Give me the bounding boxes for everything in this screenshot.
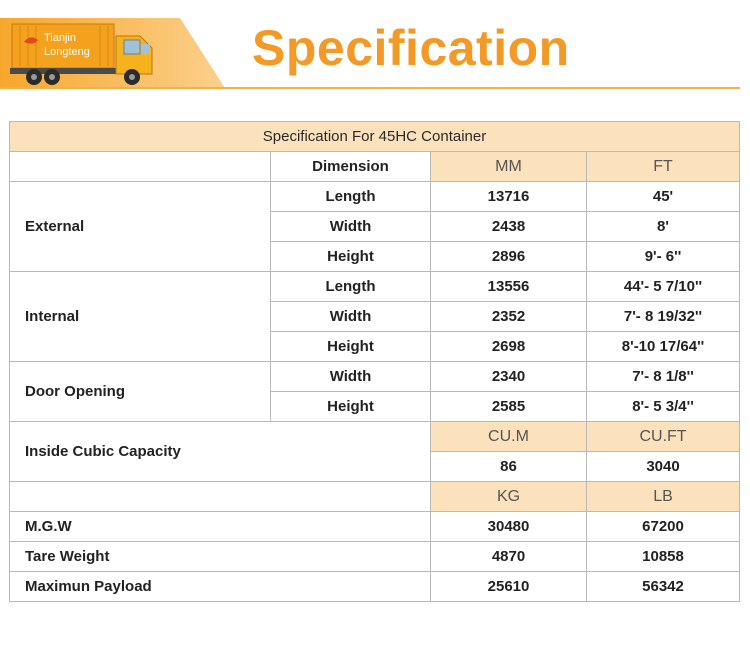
unit-ft-header: FT <box>587 152 740 182</box>
group-label-external: External <box>10 182 271 272</box>
value-mm: 2698 <box>431 332 587 362</box>
brand-name <box>44 31 90 59</box>
group-label-door-opening: Door Opening <box>10 362 271 422</box>
value-mm: 2340 <box>431 362 587 392</box>
value-ft: 8' <box>587 212 740 242</box>
row-name: Width <box>271 302 431 332</box>
weight-unit-1: KG <box>431 482 587 512</box>
value-mm: 13556 <box>431 272 587 302</box>
weight-header-empty <box>10 482 431 512</box>
table-row <box>10 422 740 452</box>
capacity-label: Inside Cubic Capacity <box>10 422 431 482</box>
spec-table <box>9 121 740 602</box>
row-name: Maximun Payload <box>10 572 431 602</box>
row-name: Length <box>271 182 431 212</box>
table-row <box>10 182 740 212</box>
value-kg: 30480 <box>431 512 587 542</box>
value-mm: 2438 <box>431 212 587 242</box>
value-ft: 7'- 8 19/32'' <box>587 302 740 332</box>
table-caption-row <box>10 122 740 152</box>
row-name: Height <box>271 392 431 422</box>
value-lb: 10858 <box>587 542 740 572</box>
brand-line-2: Longteng <box>44 46 90 58</box>
capacity-unit-1: CU.M <box>431 422 587 452</box>
table-caption: Specification For 45HC Container <box>10 122 740 152</box>
value-lb: 56342 <box>587 572 740 602</box>
value-kg: 4870 <box>431 542 587 572</box>
brand-line-1: Tianjin <box>44 32 76 44</box>
row-name: Length <box>271 272 431 302</box>
table-row <box>10 482 740 512</box>
table-row <box>10 272 740 302</box>
row-name: Width <box>271 362 431 392</box>
table-row <box>10 512 740 542</box>
value-lb: 67200 <box>587 512 740 542</box>
value-kg: 25610 <box>431 572 587 602</box>
row-name: Tare Weight <box>10 542 431 572</box>
value-mm: 2352 <box>431 302 587 332</box>
row-name: M.G.W <box>10 512 431 542</box>
value-ft: 7'- 8 1/8'' <box>587 362 740 392</box>
row-name: Width <box>271 212 431 242</box>
value-ft: 44'- 5 7/10'' <box>587 272 740 302</box>
row-name: Height <box>271 242 431 272</box>
dimension-header: Dimension <box>271 152 431 182</box>
table-row <box>10 572 740 602</box>
value-mm: 2585 <box>431 392 587 422</box>
capacity-value-1: 86 <box>431 452 587 482</box>
value-ft: 8'-10 17/64'' <box>587 332 740 362</box>
table-row <box>10 362 740 392</box>
value-ft: 45' <box>587 182 740 212</box>
value-mm: 2896 <box>431 242 587 272</box>
table-header-row <box>10 152 740 182</box>
capacity-value-2: 3040 <box>587 452 740 482</box>
value-ft: 8'- 5 3/4'' <box>587 392 740 422</box>
row-name: Height <box>271 332 431 362</box>
value-mm: 13716 <box>431 182 587 212</box>
header-banner <box>0 0 750 92</box>
capacity-unit-2: CU.FT <box>587 422 740 452</box>
group-label-internal: Internal <box>10 272 271 362</box>
table-row <box>10 542 740 572</box>
value-ft: 9'- 6'' <box>587 242 740 272</box>
page-title: Specification <box>252 20 570 76</box>
header-empty-cell <box>10 152 271 182</box>
weight-unit-2: LB <box>587 482 740 512</box>
unit-mm-header: MM <box>431 152 587 182</box>
